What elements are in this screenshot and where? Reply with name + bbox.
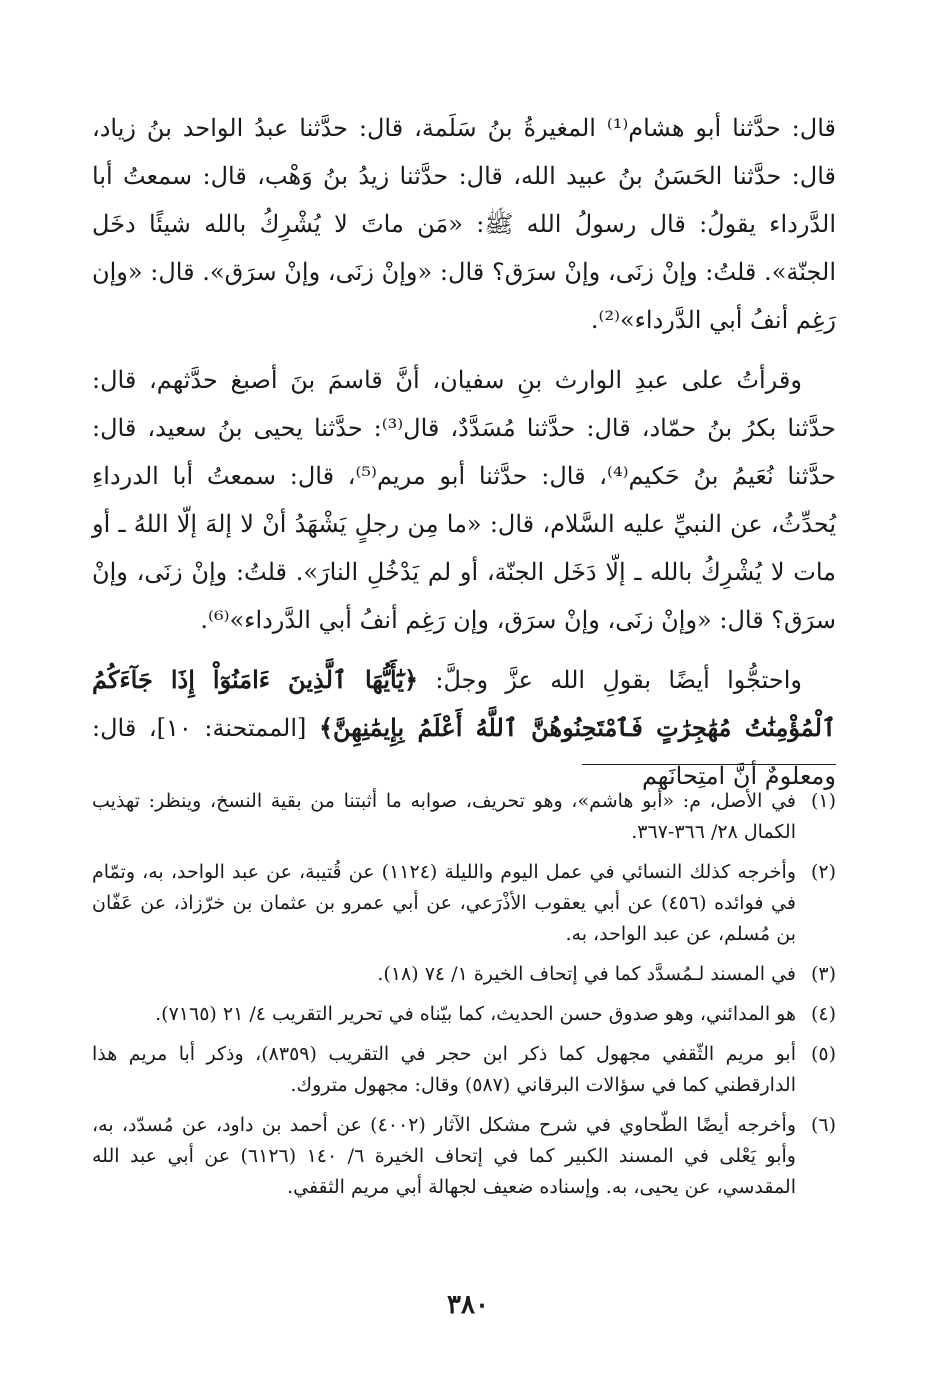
footnotes	[92, 786, 836, 1212]
footnote-number: (٢)	[810, 861, 836, 883]
footnote-text: في الأصل، م: «أبو هاشم»، وهو تحريف، صوابه ما أثبتنا من بقية النسخ، وينظر: تهذيب الكمال ٢٨/ ٣٦٦-٣٦٧.	[92, 790, 796, 843]
page-number: ٣٨٠	[447, 1290, 489, 1320]
paragraph-3	[92, 656, 836, 800]
footnote-number: (٣)	[810, 963, 836, 985]
book-page	[92, 104, 836, 1374]
footnote-text: وأخرجه أيضًا الطّحاوي في شرح مشكل الآثار (٤٠٠٢) عن أحمد بن داود، عن مُسدّد، به، وأبو يَعْلى في المسند الكبير كما في إتحاف الخيرة ٦/ ١٤٠ (٦١٢٦) عن أبي عبد الله المقدسي، عن يحيى، به. وإسناده ضعيف لجهالة أبي مريم الثقفي.	[92, 1114, 796, 1198]
footnote-3	[92, 959, 836, 990]
footnote-2	[92, 857, 836, 950]
paragraph-1: قال: حدَّثنا أبو هشام⁽¹⁾ المغيرةُ بنُ سَلَمة، قال: حدَّثنا عبدُ الواحد بنُ زياد، قال: حدَّثنا الحَسَنُ بنُ عبيد الله، قال: حدَّثنا زيدُ بنُ وَهْب، قال: سمعتُ أبا الدَّرداء يقولُ: قال رسولُ الله ﷺ: «مَن ماتَ لا يُشْرِكُ بالله شيئًا دخَل الجنّة». قلتُ: وإنْ زنَى، وإنْ سرَق؟ قال: «وإنْ زنَى، وإنْ سرَق». قال: «وإن رَغِم أنفُ أبي الدَّرداء»⁽²⁾.	[92, 114, 836, 334]
footnote-text: هو المدائني، وهو صدوق حسن الحديث، كما بيّناه في تحرير التقريب ٤/ ٢١ (٧١٦٥).	[155, 1003, 796, 1025]
footnote-number: (١)	[810, 790, 836, 812]
footnote-4	[92, 999, 836, 1030]
footnote-6	[92, 1110, 836, 1203]
footnote-1	[92, 786, 836, 848]
footnote-separator	[582, 764, 836, 765]
main-text	[92, 104, 836, 800]
footnote-number: (٦)	[810, 1114, 836, 1136]
footnote-number: (٥)	[810, 1043, 836, 1065]
quran-reference: [الممتحنة: ١٠]، قال: ومعلومٌ أنَّ امتِحانَهم	[92, 714, 836, 790]
footnote-5	[92, 1039, 836, 1101]
footnote-text: في المسند لـمُسدَّد كما في إتحاف الخيرة ١/ ٧٤ (١٨).	[377, 963, 796, 985]
paragraph-2: وقرأتُ على عبدِ الوارث بنِ سفيان، أنَّ قاسمَ بنَ أصبغ حدَّثهم، قال: حدَّثنا بكرُ بنُ حمّاد، قال: حدَّثنا مُسَدَّدٌ، قال⁽³⁾: حدَّثنا يحيى بنُ سعيد، قال: حدَّثنا نُعَيمُ بنُ حَكيم⁽⁴⁾، قال: حدَّثنا أبو مريم⁽⁵⁾، قال: سمعتُ أبا الدرداءِ يُحدِّثُ، عن النبيِّ عليه السَّلام، قال: «ما مِن رجلٍ يَشْهَدُ أنْ لا إلهَ إلّا اللهُ ـ أو مات لا يُشْرِكُ بالله ـ إلّا دَخَل الجنّة، أو لم يَدْخُلِ النارَ». قلتُ: وإنْ زنَى، وإنْ سرَق؟ قال: «وإنْ زنَى، وإنْ سرَق، وإن رَغِم أنفُ أبي الدَّرداء»⁽⁶⁾.	[92, 366, 837, 634]
quran-intro: واحتجُّوا أيضًا بقولِ الله عزَّ وجلَّ:	[435, 666, 802, 694]
quran-verse: ﴿يَٰٓأَيُّهَا ٱلَّذِينَ ءَامَنُوٓاْ إِذَا جَآءَكُمُ ٱلْمُؤْمِنَٰتُ مُهَٰجِرَٰتٍ فَٱمْتَحِنُوهُنَّ ٱللَّهُ أَعْلَمُ بِإِيمَٰنِهِنَّ﴾	[92, 665, 836, 742]
footnote-text: أبو مريم الثّقفي مجهول كما ذكر ابن حجر في التقريب (٨٣٥٩)، وذكر أبا مريم هذا الدارقطني كما في سؤالات البرقاني (٥٨٧) وقال: مجهول متروك.	[92, 1043, 796, 1096]
footnote-text: وأخرجه كذلك النسائي في عمل اليوم والليلة (١١٢٤) عن قُتيبة، عن عبد الواحد، به، وتمّام في فوائده (٤٥٦) عن أبي يعقوب الأذْرَعي، عن أبي عمرو بن عثمان بن خرّزاذ، عن عَفّان بن مُسلم، عن عبد الواحد، به.	[92, 861, 796, 945]
footnote-number: (٤)	[810, 1003, 836, 1025]
